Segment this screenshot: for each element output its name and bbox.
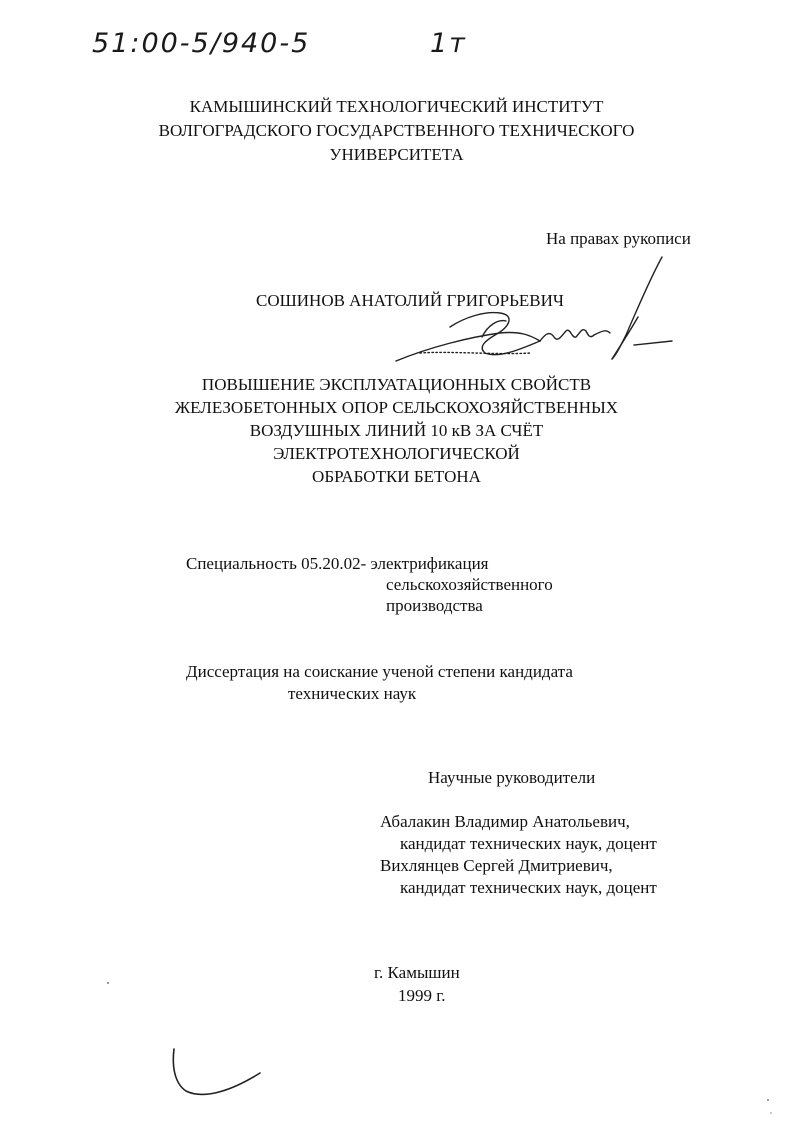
- author-name: СОШИНОВ АНАТОЛИЙ ГРИГОРЬЕВИЧ: [256, 291, 564, 310]
- specialty-line-2: сельскохозяйственного: [386, 575, 553, 594]
- specialty-line-3: производства: [386, 596, 483, 615]
- year: 1999 г.: [398, 986, 446, 1005]
- title-line-1: ПОВЫШЕНИЕ ЭКСПЛУАТАЦИОННЫХ СВОЙСТВ: [201, 375, 592, 394]
- institute-line-1: КАМЫШИНСКИЙ ТЕХНОЛОГИЧЕСКИЙ ИНСТИТУТ: [189, 97, 604, 116]
- institute-line-2: ВОЛГОГРАДСКОГО ГОСУДАРСТВЕННОГО ТЕХНИЧЕСКОГО: [158, 121, 635, 140]
- supervisor-1-degree: кандидат технических наук, доцент: [400, 834, 657, 853]
- institute-line-3: УНИВЕРСИТЕТА: [329, 145, 464, 164]
- title-line-2: ЖЕЛЕЗОБЕТОННЫХ ОПОР СЕЛЬСКОХОЗЯЙСТВЕННЫХ: [174, 398, 619, 417]
- place: г. Камышин: [374, 963, 460, 982]
- dissertation-line-1: Диссертация на соискание ученой степени кандидата: [186, 662, 573, 681]
- rights-note: На правах рукописи: [546, 229, 691, 248]
- title-line-4: ЭЛЕКТРОТЕХНОЛОГИЧЕСКОЙ: [273, 444, 520, 463]
- title-line-3: ВОЗДУШНЫХ ЛИНИЙ 10 кВ ЗА СЧЁТ: [249, 421, 544, 440]
- archive-mark: 1т: [430, 28, 467, 59]
- supervisor-2-name: Вихлянцев Сергей Дмитриевич,: [380, 856, 613, 875]
- archive-code: 51:00-5/940-5: [92, 28, 311, 59]
- supervisors-heading: Научные руководители: [428, 768, 596, 787]
- dissertation-line-2: технических наук: [288, 684, 417, 703]
- supervisor-2-degree: кандидат технических наук, доцент: [400, 878, 657, 897]
- title-line-5: ОБРАБОТКИ БЕТОНА: [312, 467, 481, 486]
- specialty-line-1: Специальность 05.20.02- электрификация: [186, 554, 489, 573]
- supervisor-1-name: Абалакин Владимир Анатольевич,: [380, 812, 630, 831]
